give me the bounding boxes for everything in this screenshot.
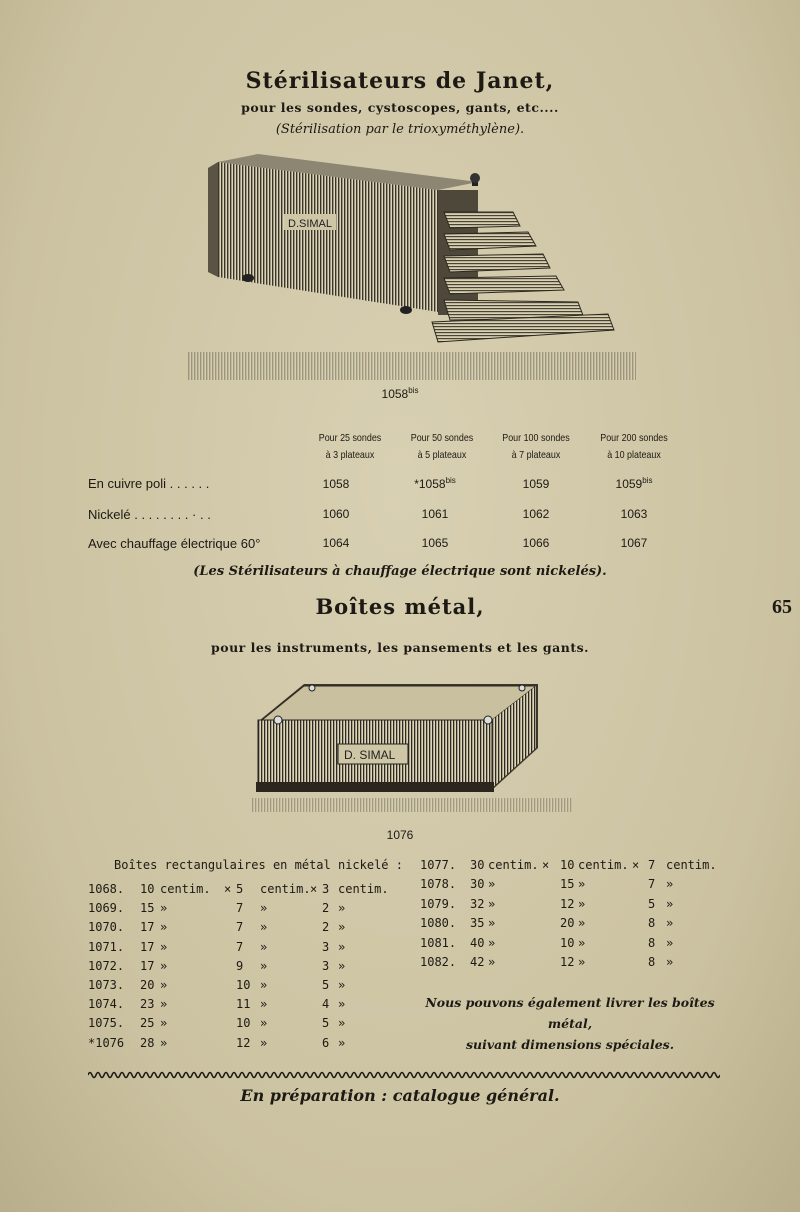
box-cell: 23 [140,997,155,1012]
box-cell: centim. [578,858,629,872]
section-subtitle: pour les instruments, les pansements et les gants. [211,640,589,655]
box-cell: 1078. [420,877,457,892]
box-cell: centim. [338,882,389,896]
box-cell: 9 [236,958,244,973]
table-cell: $*1058^{bis}$ [414,476,456,491]
box-cell: 4 [322,997,330,1012]
col-header-100: Pour 100 sondes à 7 plateaux [502,432,570,461]
box-cell: 12 [560,955,575,969]
box-cell: » [160,901,168,916]
box-cell: 10 [560,858,575,872]
box-cell: » [160,920,168,935]
sterilizer-illustration [188,152,636,384]
row-label-cuivre: En cuivre poli . . . . . . [88,476,210,491]
box-cell: » [666,896,674,911]
box-cell: » [338,997,346,1012]
box-cell: » [160,1016,168,1031]
box-cell: » [578,935,586,950]
box-cell: » [666,935,674,950]
box-cell: 1071. [88,939,125,954]
box-cell: 11 [236,997,251,1012]
box-cell: 28 [140,1035,155,1050]
box-cell: » [260,978,268,992]
box-cell: » [488,916,496,931]
table-cell: 1061 [421,507,449,521]
box-cell: 1075. [88,1016,125,1031]
table-cell: 1062 [522,507,550,521]
box-cell: 5 [648,896,656,911]
box-cell: 10 [560,935,575,950]
box-cell: 3 [322,882,330,896]
box-cell: » [338,901,346,916]
box-cell: 7 [648,858,656,872]
box-cell: 17 [140,958,155,973]
box-cell: *1076 [88,1035,125,1050]
box-cell: 1077. [420,858,457,872]
method-note: (Stérilisation par le trioxyméthylène). [275,122,525,137]
brand-label-2: D. SIMAL [344,748,396,762]
box-cell: » [488,896,496,911]
table-cell: 1059 [522,477,550,491]
box-cell: 12 [560,896,575,911]
box-cell: 1069. [88,901,125,916]
box-cell: » [338,1035,346,1050]
box-cell: » [488,877,496,892]
figure2-caption: 1076 [386,828,414,842]
box-cell: centim. [666,858,717,872]
table-cell: 1063 [620,507,648,521]
box-cell: 30 [470,858,485,872]
box-cell: » [260,1016,268,1031]
box-cell: » [578,896,586,911]
boxes-header: Boîtes rectangulaires en métal nickelé : [114,858,403,872]
footer-note: En préparation : catalogue général. [240,1086,560,1105]
table-cell: 1064 [322,536,350,550]
box-cell: » [160,958,168,973]
box-cell: » [338,958,346,973]
box-cell: 1073. [88,978,125,992]
box-cell: 12 [236,1035,251,1050]
box-cell: 8 [648,916,656,931]
brand-label-1: D.SIMAL [288,218,333,230]
box-cell: 35 [470,916,485,931]
box-cell: 3 [322,958,330,973]
box-cell: 1079. [420,896,457,911]
box-cell: » [338,939,346,954]
box-cell: 15 [560,877,575,892]
box-cell: » [578,916,586,931]
box-cell: 1081. [420,935,457,950]
box-cell: centim. [160,882,211,896]
table-cell: 1067 [620,536,648,550]
box-cell: 10 [236,1016,251,1031]
row-label-nickele: Nickelé . . . . . . . . · . . [88,507,211,522]
box-cell: » [160,1035,168,1050]
box-cell: » [666,877,674,892]
table-cell: 1066 [522,536,550,550]
metal-box-illustration [252,678,572,818]
box-cell: » [338,920,346,935]
col-header-200: Pour 200 sondes à 10 plateaux [600,432,668,461]
box-cell: 7 [236,920,244,935]
box-cell: » [160,978,168,992]
box-cell: 6 [322,1035,330,1050]
box-cell: » [160,939,168,954]
box-cell: » [260,958,268,973]
box-cell: » [260,901,268,916]
box-cell: » [260,997,268,1012]
wavy-divider [88,1068,720,1082]
box-cell: » [260,920,268,935]
section-title: Boîtes métal, [315,594,485,619]
box-cell: 2 [322,901,330,916]
box-cell: × [224,882,232,896]
box-cell: 17 [140,920,155,935]
box-cell: 2 [322,920,330,935]
box-cell: » [578,877,586,892]
box-cell: 7 [236,939,244,954]
box-cell: » [260,939,268,954]
box-cell: » [338,1016,346,1031]
box-cell: 20 [140,978,155,992]
box-cell: 5 [322,1016,330,1031]
box-cell: » [338,978,346,992]
box-cell: 40 [470,935,485,950]
box-cell: 5 [322,978,330,992]
box-cell: 17 [140,939,155,954]
subtitle: pour les sondes, cystoscopes, gants, etc.... [241,100,559,115]
box-cell: 8 [648,935,656,950]
box-cell: » [260,1035,268,1050]
box-cell: » [160,997,168,1012]
box-cell: 32 [470,896,485,911]
box-cell: 1074. [88,997,125,1012]
page-number: 65 [772,596,792,618]
figure1-caption: $1058^{bis}$ [381,386,419,401]
table-cell: 1060 [322,507,350,521]
box-cell: × [632,858,640,872]
box-cell: 42 [470,955,485,969]
dimensions-note: Nous pouvons également livrer les boîtes métal, suivant dimensions spéciales. [425,995,715,1052]
row-label-chauffage: Avec chauffage électrique 60° [88,536,261,551]
box-cell: 1068. [88,882,125,896]
box-cell: 5 [236,882,244,896]
box-cell: 1080. [420,916,457,931]
table-cell: 1058 [322,477,350,491]
table-cell: 1065 [421,536,449,550]
box-cell: 1072. [88,958,125,973]
box-cell: 10 [140,882,155,896]
box-cell: 8 [648,955,656,969]
box-cell: 15 [140,901,155,916]
box-cell: » [488,935,496,950]
box-cell: » [666,955,674,969]
table-cell: $1059^{bis}$ [615,476,653,491]
col-header-50: Pour 50 sondes à 5 plateaux [410,432,474,461]
box-cell: centim. [488,858,539,872]
box-cell: 1070. [88,920,125,935]
box-cell: × [310,882,318,896]
box-cell: » [488,955,496,969]
box-cell: 25 [140,1016,155,1031]
box-cell: 20 [560,916,575,931]
electric-note: (Les Stérilisateurs à chauffage électrique sont nickelés). [193,564,607,579]
col-header-25: Pour 25 sondes à 3 plateaux [318,432,382,461]
box-cell: » [578,955,586,969]
box-cell: 7 [648,877,656,892]
box-cell: » [666,916,674,931]
box-cell: 3 [322,939,330,954]
box-cell: 30 [470,877,485,892]
box-cell: 1082. [420,955,457,969]
box-cell: 10 [236,978,251,992]
box-cell: centim. [260,882,311,896]
box-cell: × [542,858,550,872]
page-title: Stérilisateurs de Janet, [245,68,555,94]
box-cell: 7 [236,901,244,916]
